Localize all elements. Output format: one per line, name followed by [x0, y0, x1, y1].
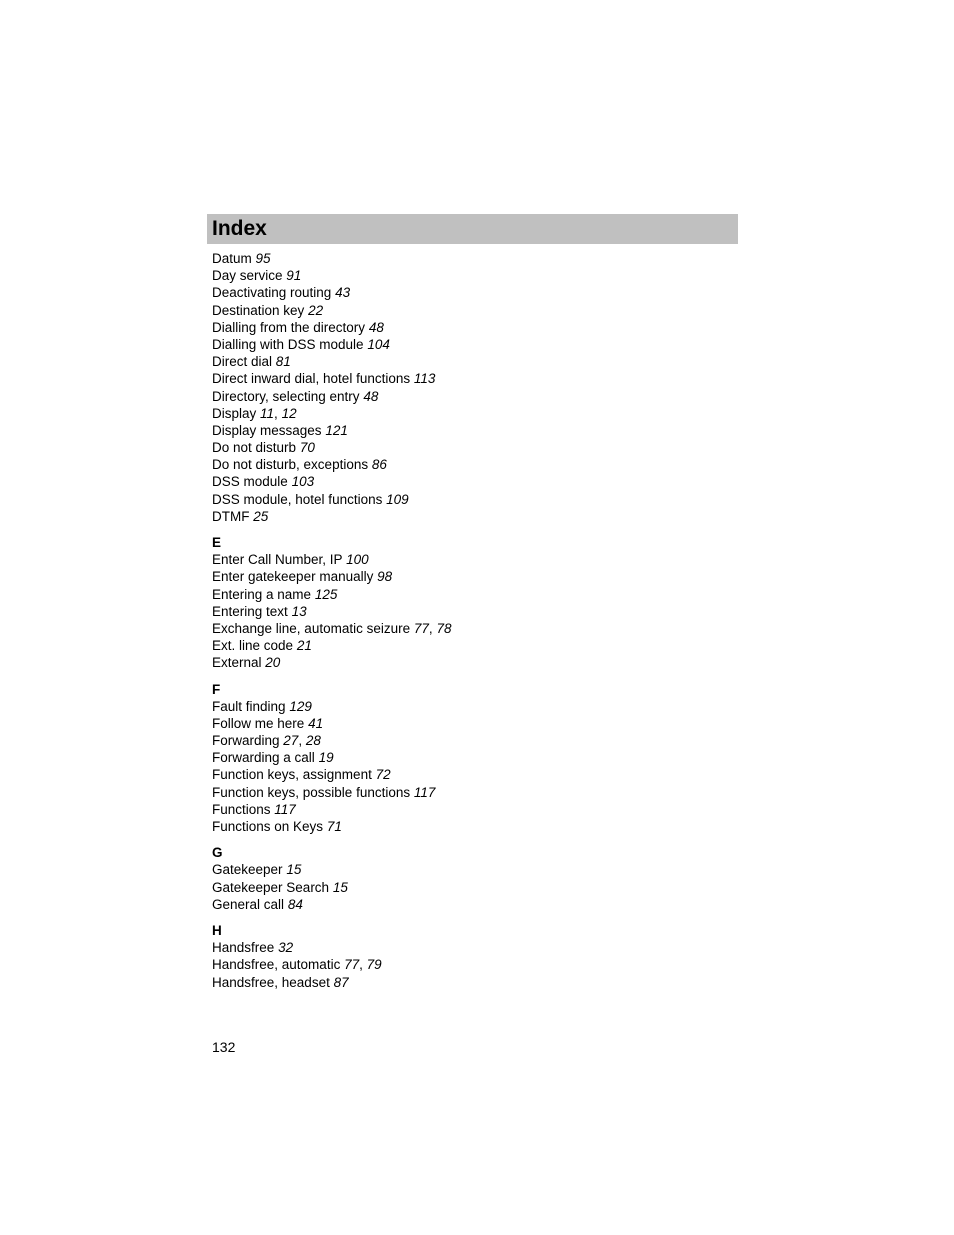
page-reference: 103 [291, 474, 315, 490]
page-reference: 98 [377, 569, 393, 585]
index-entry [212, 456, 451, 473]
index-entry [212, 302, 451, 319]
index-entry [212, 861, 451, 878]
page-reference: 48 [363, 388, 379, 404]
index-entry [212, 267, 451, 284]
index-section [212, 534, 451, 672]
page-reference: 104 [367, 336, 390, 352]
index-term: Display [212, 405, 257, 421]
index-list [212, 250, 451, 991]
index-term: General call [212, 896, 285, 912]
index-entry: Display 11, 12 [212, 405, 297, 421]
index-section [212, 844, 451, 913]
page-reference: 79 [366, 957, 382, 973]
section-letter: E [212, 535, 222, 550]
page-reference: 78 [436, 620, 452, 636]
index-term: Handsfree [212, 940, 275, 956]
page-reference: 19 [318, 750, 334, 766]
page-reference: 129 [289, 698, 312, 714]
index-entry [212, 439, 451, 456]
index-entry [212, 637, 451, 654]
index-entry [212, 551, 451, 568]
index-term: Destination key [212, 302, 305, 318]
index-term: Enter gatekeeper manually [212, 569, 374, 585]
index-term: Display messages [212, 422, 322, 438]
index-entry [212, 974, 451, 991]
index-entry [212, 698, 451, 715]
index-term: Exchange line, automatic seizure [212, 620, 411, 636]
index-term: Datum [212, 251, 252, 266]
index-term: Entering a name [212, 586, 312, 602]
page-reference: 22 [308, 302, 324, 318]
index-term: DSS module, hotel functions [212, 491, 383, 507]
page-reference: 77 [344, 957, 360, 973]
section-letter: H [212, 922, 222, 938]
page-title: Index [212, 217, 267, 240]
index-entry [212, 715, 451, 732]
page-reference: 32 [278, 940, 294, 956]
index-entry [212, 603, 451, 620]
index-term: Ext. line code [212, 638, 294, 654]
page-reference: 21 [296, 638, 312, 654]
index-section [212, 681, 451, 836]
index-entry [212, 654, 451, 671]
index-term: Do not disturb, exceptions [212, 457, 369, 473]
index-entry [212, 336, 451, 353]
index-entry [212, 353, 451, 370]
index-term: Fault finding [212, 698, 286, 714]
page-reference: 13 [291, 603, 307, 619]
index-entry [212, 370, 451, 387]
page-reference: 28 [305, 733, 321, 749]
page-reference: 11 [260, 405, 275, 421]
page-reference: 77 [413, 620, 429, 636]
page-reference: 25 [253, 508, 269, 524]
page-reference: 125 [314, 586, 338, 602]
index-entry [212, 388, 451, 405]
index-entry [212, 939, 451, 956]
index-entry [212, 508, 451, 525]
index-entry: Handsfree, automatic 77, 79 [212, 957, 382, 973]
index-entry [212, 284, 451, 301]
page-reference: 81 [275, 354, 291, 370]
page-reference: 87 [333, 974, 349, 990]
page-reference: 100 [346, 552, 369, 568]
index-term: DTMF [212, 508, 250, 524]
index-term: Gatekeeper Search [212, 879, 330, 895]
page-reference: 72 [375, 767, 391, 783]
index-entry [212, 586, 451, 603]
index-entry [212, 818, 451, 835]
page-reference: 86 [371, 457, 387, 473]
index-term: External [212, 655, 262, 671]
index-section [212, 922, 451, 991]
index-entry: Forwarding 27, 28 [212, 733, 321, 749]
index-header-bar [207, 214, 738, 244]
index-entry [212, 422, 451, 439]
page-reference: 117 [413, 784, 436, 800]
index-term: Directory, selecting entry [212, 388, 360, 404]
page-reference: 20 [265, 655, 281, 671]
page-reference: 48 [368, 319, 384, 335]
page-reference: 15 [332, 879, 348, 895]
index-term: Direct inward dial, hotel functions [212, 371, 411, 387]
index-term: Direct dial [212, 354, 273, 370]
index-term: Do not disturb [212, 440, 297, 456]
page-reference: 41 [308, 715, 324, 731]
index-term: Gatekeeper [212, 862, 283, 878]
index-entry [212, 250, 451, 267]
index-term: Function keys, possible functions [212, 784, 411, 800]
page-reference: 71 [326, 819, 342, 834]
index-term: Functions [212, 801, 271, 817]
index-term: Dialling with DSS module [212, 336, 364, 352]
page-number: 132 [212, 1039, 236, 1055]
index-term: Entering text [212, 603, 288, 619]
index-entry [212, 879, 451, 896]
index-term: Functions on Keys [212, 819, 324, 834]
index-entry [212, 491, 451, 508]
index-entry: Exchange line, automatic seizure 77, 78 [212, 620, 452, 636]
page-reference: 70 [299, 440, 315, 456]
page-reference: 27 [283, 733, 299, 749]
index-entry [212, 749, 451, 766]
index-term: Day service [212, 268, 283, 284]
page-reference: 91 [286, 268, 302, 284]
page-reference: 113 [413, 371, 436, 387]
index-entry [212, 319, 451, 336]
index-term: Forwarding [212, 733, 280, 749]
index-term: Handsfree, automatic [212, 957, 341, 973]
section-letter: G [212, 845, 223, 861]
page-reference: 12 [281, 405, 297, 421]
index-term: Dialling from the directory [212, 319, 366, 335]
index-term: Handsfree, headset [212, 974, 330, 990]
index-term: Deactivating routing [212, 285, 332, 301]
page-reference: 117 [274, 801, 296, 817]
index-term: Function keys, assignment [212, 767, 372, 783]
index-entry [212, 896, 451, 913]
page-reference: 15 [286, 862, 302, 878]
index-entry [212, 801, 451, 818]
index-term: Forwarding a call [212, 750, 315, 766]
index-entry [212, 766, 451, 783]
page-reference: 121 [325, 422, 348, 438]
index-section [212, 250, 451, 525]
index-term: Enter Call Number, IP [212, 552, 343, 568]
page-reference: 95 [255, 251, 271, 266]
index-entry [212, 473, 451, 490]
page-reference: 43 [335, 285, 351, 301]
index-term: Follow me here [212, 715, 305, 731]
page-reference: 109 [386, 491, 409, 507]
page-reference: 84 [287, 896, 303, 912]
index-term: DSS module [212, 474, 288, 490]
index-entry [212, 568, 451, 585]
section-letter: F [212, 681, 221, 697]
index-entry [212, 784, 451, 801]
